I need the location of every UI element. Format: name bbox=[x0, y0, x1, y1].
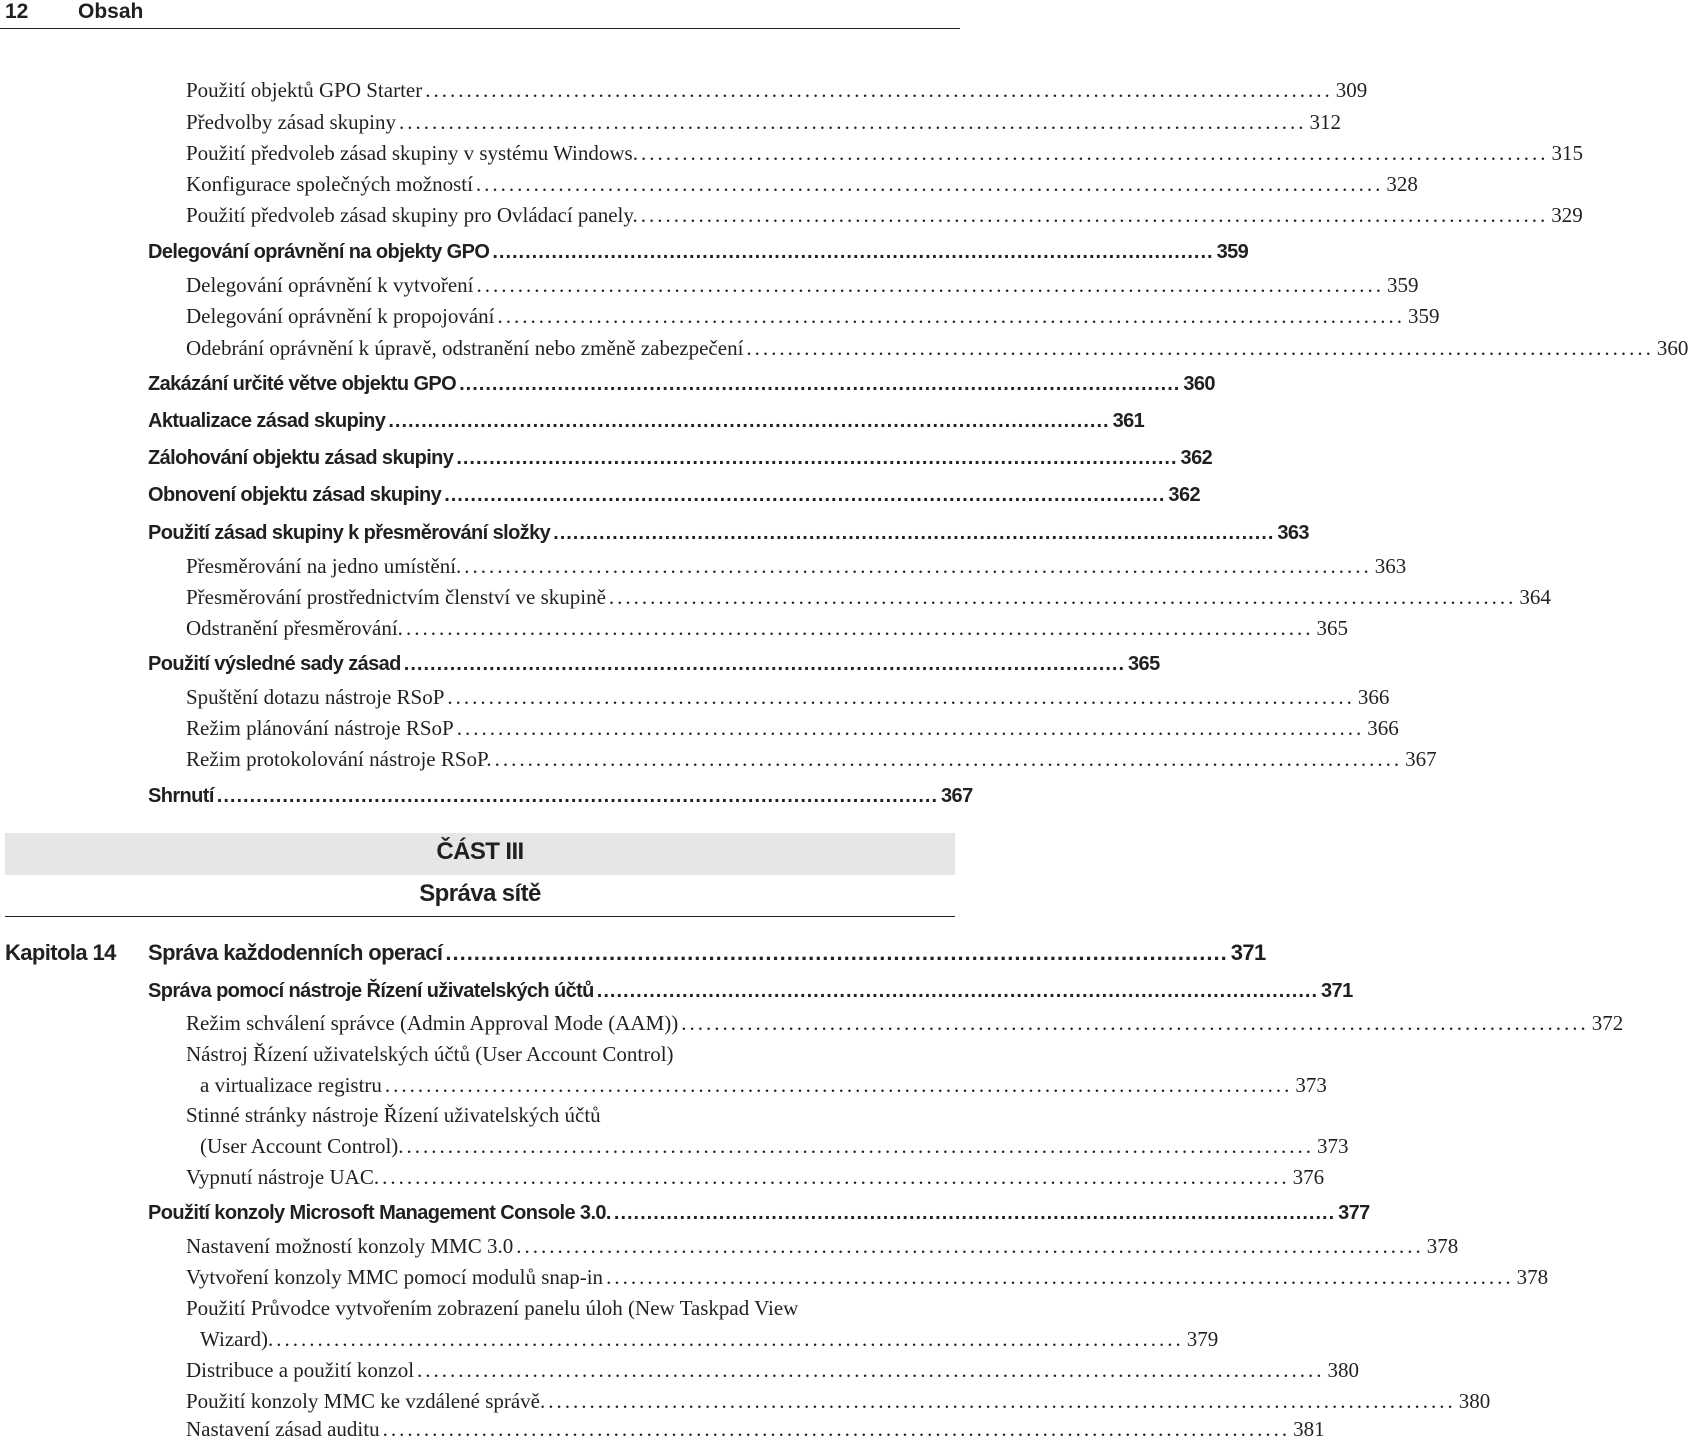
toc-section[interactable]: Správa pomocí nástroje Řízení uživatelských účtů .............................................................................................................. 371 bbox=[148, 980, 1353, 1002]
toc-entry[interactable]: Konfigurace společných možností .............................................................................................................. 328 bbox=[186, 172, 1418, 196]
toc-section[interactable]: Použití konzoly Microsoft Management Console 3.0. .............................................................................................................. 377 bbox=[148, 1202, 1370, 1224]
page-header bbox=[0, 0, 960, 29]
page-title: Obsah bbox=[78, 0, 144, 23]
toc-entry-first-line[interactable]: Použití Průvodce vytvořením zobrazení panelu úloh (New Taskpad View bbox=[186, 1296, 799, 1320]
toc-section[interactable]: Obnovení objektu zásad skupiny .............................................................................................................. 362 bbox=[148, 484, 1200, 506]
toc-entry[interactable]: Odstranění přesměrování. .............................................................................................................. 365 bbox=[186, 616, 1348, 640]
toc-entry[interactable]: Vytvoření konzoly MMC pomocí modulů snap-in .............................................................................................................. 378 bbox=[186, 1265, 1549, 1289]
toc-section[interactable]: Zálohování objektu zásad skupiny .............................................................................................................. 362 bbox=[148, 447, 1213, 469]
toc-entry-first-line[interactable]: Nástroj Řízení uživatelských účtů (User Account Control) bbox=[186, 1042, 674, 1066]
toc-entry[interactable]: Režim protokolování nástroje RSoP. .............................................................................................................. 367 bbox=[186, 747, 1437, 771]
toc-entry[interactable]: a virtualizace registru .............................................................................................................. 373 bbox=[200, 1073, 1327, 1097]
toc-entry[interactable]: Použití předvoleb zásad skupiny v systému Windows. .............................................................................................................. 315 bbox=[186, 141, 1583, 165]
toc-entry[interactable]: Delegování oprávnění k propojování .............................................................................................................. 359 bbox=[186, 304, 1440, 328]
toc-entry[interactable]: Nastavení zásad auditu .............................................................................................................. 381 bbox=[186, 1417, 1325, 1441]
chapter-label: Kapitola 14 bbox=[5, 940, 116, 965]
toc-section[interactable]: Použití výsledné sady zásad .............................................................................................................. 365 bbox=[148, 653, 1160, 675]
toc-entry[interactable]: Distribuce a použití konzol .............................................................................................................. 380 bbox=[186, 1358, 1360, 1382]
chapter-entry[interactable]: Správa každodenních operací .............................................................................................................. 371 bbox=[148, 940, 1266, 965]
toc-section[interactable]: Zakázání určité větve objektu GPO .............................................................................................................. 360 bbox=[148, 373, 1215, 395]
toc-section[interactable]: Použití zásad skupiny k přesměrování složky .............................................................................................................. 363 bbox=[148, 522, 1309, 544]
toc-entry[interactable]: Použití konzoly MMC ke vzdálené správě. .............................................................................................................. 380 bbox=[186, 1389, 1491, 1413]
toc-entry[interactable]: Spuštění dotazu nástroje RSoP .............................................................................................................. 366 bbox=[186, 685, 1390, 709]
toc-entry[interactable]: Přesměrování prostřednictvím členství ve skupině .............................................................................................................. 364 bbox=[186, 585, 1551, 609]
page-number: 12 bbox=[5, 0, 29, 23]
toc-entry[interactable]: (User Account Control). .............................................................................................................. 373 bbox=[200, 1134, 1349, 1158]
part-title: Správa sítě bbox=[419, 880, 541, 907]
toc-section[interactable]: Aktualizace zásad skupiny .............................................................................................................. 361 bbox=[148, 410, 1145, 432]
toc-entry[interactable]: Přesměrování na jedno umístění. .............................................................................................................. 363 bbox=[186, 554, 1407, 578]
part-divider bbox=[5, 916, 955, 917]
toc-entry-first-line[interactable]: Stinné stránky nástroje Řízení uživatelských účtů bbox=[186, 1103, 601, 1127]
toc-section[interactable]: Delegování oprávnění na objekty GPO .............................................................................................................. 359 bbox=[148, 241, 1249, 263]
toc-section[interactable]: Shrnutí .............................................................................................................. 367 bbox=[148, 785, 973, 807]
part-number: ČÁST III bbox=[436, 838, 524, 865]
toc-entry[interactable]: Delegování oprávnění k vytvoření .............................................................................................................. 359 bbox=[186, 273, 1419, 297]
toc-entry[interactable]: Vypnutí nástroje UAC. .............................................................................................................. 376 bbox=[186, 1165, 1325, 1189]
toc-entry[interactable]: Wizard). .............................................................................................................. 379 bbox=[200, 1327, 1219, 1351]
toc-entry[interactable]: Předvolby zásad skupiny .............................................................................................................. 312 bbox=[186, 110, 1341, 134]
toc-entry[interactable]: Nastavení možností konzoly MMC 3.0 .............................................................................................................. 378 bbox=[186, 1234, 1459, 1258]
toc-entry[interactable]: Použití předvoleb zásad skupiny pro Ovládací panely. .............................................................................................................. 329 bbox=[186, 203, 1583, 227]
toc-entry[interactable]: Režim plánování nástroje RSoP .............................................................................................................. 366 bbox=[186, 716, 1399, 740]
toc-entry[interactable]: Odebrání oprávnění k úpravě, odstranění nebo změně zabezpečení .............................................................................................................. 360 bbox=[186, 336, 1688, 360]
toc-entry[interactable]: Použití objektů GPO Starter .............................................................................................................. 309 bbox=[186, 78, 1368, 102]
toc-entry[interactable]: Režim schválení správce (Admin Approval Mode (AAM)) .............................................................................................................. 372 bbox=[186, 1011, 1624, 1035]
